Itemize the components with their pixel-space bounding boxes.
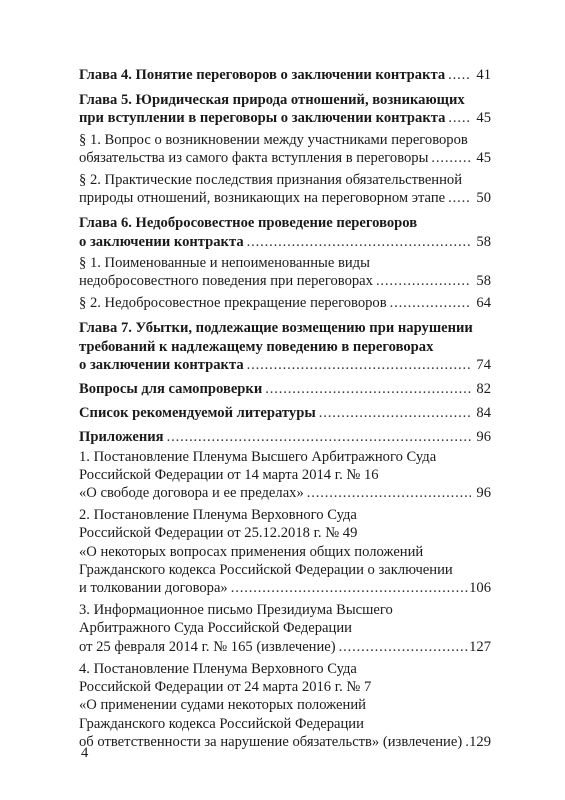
toc-page-number: 96: [476, 485, 491, 502]
dot-leader: [462, 733, 469, 751]
toc-entry-title-line: Российской Федерации от 14 марта 2014 г. № 16: [79, 466, 379, 483]
toc-section-entry: [79, 254, 491, 290]
toc-entry-title-line: Российской Федерации от 24 марта 2016 г. № 7: [79, 679, 372, 696]
toc-page-number: 41: [476, 67, 491, 83]
toc-entry-title-line: § 1. Вопрос о возникновении между участниками переговоров: [79, 131, 468, 148]
toc-entry-final-line: [79, 149, 491, 167]
toc-entry-title-line: Список рекомендуемой литературы: [79, 405, 316, 422]
toc-entry-title-line: 3. Информационное письмо Президиума Высшего: [79, 602, 393, 619]
toc-chapter-entry: [79, 91, 491, 127]
toc-entry-title-line: и толковании договора»: [79, 580, 228, 597]
toc-entry-title-line: § 1. Поименованные и непоименованные виды: [79, 254, 370, 271]
toc-entry-title-line: природы отношений, возникающих на переговорном этапе: [79, 190, 446, 207]
toc-entry-title-line: Арбитражного Суда Российской Федерации: [79, 620, 352, 637]
toc-entry-title-line: «О применении судами некоторых положений: [79, 697, 366, 714]
table-of-contents: [79, 66, 491, 751]
toc-page-number: 58: [476, 233, 491, 250]
toc-entry-final-line: [79, 356, 491, 374]
dot-leader: [428, 149, 471, 167]
dot-leader: [228, 579, 469, 597]
toc-section-entry: [79, 601, 491, 656]
toc-entry-final-line: [79, 272, 491, 290]
toc-entry-final-line: [79, 404, 491, 422]
toc-entry-final-line: [79, 189, 491, 207]
toc-page-number: 129: [469, 733, 491, 750]
toc-page-number: 64: [476, 295, 491, 312]
toc-page-number: 45: [476, 149, 491, 166]
toc-page-number: 84: [476, 405, 491, 422]
toc-entry-final-line: [79, 638, 491, 656]
toc-chapter-entry: [79, 319, 491, 374]
toc-entry-title-line: Глава 5. Юридическая природа отношений, возникающих: [79, 92, 465, 109]
toc-entry-title-line: Российской Федерации от 25.12.2018 г. № 49: [79, 525, 358, 542]
toc-section-entry: [79, 131, 491, 167]
toc-entry-title-line: недобросовестного поведения при переговорах: [79, 273, 373, 290]
toc-entry-title-line: «О некоторых вопросах применения общих положений: [79, 543, 424, 560]
toc-page-number: 50: [476, 190, 491, 207]
toc-page-number: 82: [476, 381, 491, 398]
toc-section-entry: [79, 294, 491, 312]
toc-entry-final-line: [79, 109, 491, 127]
toc-entry-final-line: [79, 294, 491, 312]
toc-chapter-entry: [79, 380, 491, 398]
toc-entry-title-line: «О свободе договора и ее пределах»: [79, 485, 304, 502]
toc-chapter-entry: [79, 66, 491, 84]
toc-entry-final-line: [79, 733, 491, 751]
toc-section-entry: [79, 171, 491, 207]
toc-entry-final-line: [79, 579, 491, 597]
toc-page-number: 45: [476, 110, 491, 127]
toc-entry-final-line: [79, 233, 491, 251]
toc-entry-final-line: [79, 380, 491, 398]
dot-leader: [262, 380, 471, 398]
toc-entry-title-line: Приложения: [79, 429, 164, 446]
page-number: 4: [81, 745, 89, 761]
toc-entry-title-line: § 2. Практические последствия признания обязательственной: [79, 172, 463, 189]
toc-section-entry: [79, 448, 491, 503]
toc-page-number: 127: [469, 638, 491, 655]
toc-section-entry: [79, 660, 491, 751]
toc-page-number: 96: [476, 429, 491, 446]
toc-entry-title-line: обязательства из самого факта вступления в переговоры: [79, 149, 429, 166]
toc-entry-final-line: [79, 428, 491, 446]
dot-leader: [373, 272, 471, 290]
toc-entry-final-line: [79, 66, 491, 84]
toc-page-number: 106: [469, 580, 491, 597]
toc-chapter-entry: [79, 428, 491, 446]
dot-leader: [244, 233, 471, 251]
toc-entry-title-line: Глава 4. Понятие переговоров о заключении контракта: [79, 67, 446, 83]
dot-leader: [304, 484, 471, 502]
toc-entry-title-line: требований к надлежащему поведению в переговорах: [79, 338, 434, 355]
toc-entry-title-line: при вступлении в переговоры о заключении контракта: [79, 110, 446, 127]
toc-entry-title-line: о заключении контракта: [79, 233, 244, 250]
dot-leader: [445, 109, 471, 127]
dot-leader: [445, 66, 471, 84]
toc-chapter-entry: [79, 404, 491, 422]
toc-entry-title-line: 2. Постановление Пленума Верховного Суда: [79, 507, 357, 524]
toc-page-number: 58: [476, 273, 491, 290]
toc-chapter-entry: [79, 214, 491, 250]
toc-entry-title-line: 4. Постановление Пленума Верховного Суда: [79, 660, 357, 677]
dot-leader: [164, 428, 471, 446]
toc-section-entry: [79, 506, 491, 597]
toc-entry-title-line: Глава 7. Убытки, подлежащие возмещению при нарушении: [79, 320, 473, 337]
dot-leader: [316, 404, 471, 422]
toc-entry-title-line: Вопросы для самопроверки: [79, 381, 263, 398]
toc-entry-title-line: 1. Постановление Пленума Высшего Арбитражного Суда: [79, 448, 437, 465]
dot-leader: [336, 638, 469, 656]
toc-entry-title-line: о заключении контракта: [79, 356, 244, 373]
dot-leader: [387, 294, 471, 312]
toc-entry-final-line: [79, 484, 491, 502]
toc-entry-title-line: § 2. Недобросовестное прекращение переговоров: [79, 295, 387, 312]
dot-leader: [445, 189, 471, 207]
toc-entry-title-line: Глава 6. Недобросовестное проведение переговоров: [79, 215, 418, 232]
toc-entry-title-line: от 25 февраля 2014 г. № 165 (извлечение): [79, 638, 336, 655]
toc-page-number: 74: [476, 356, 491, 373]
toc-entry-title-line: Гражданского кодекса Российской Федерации: [79, 715, 364, 732]
dot-leader: [244, 356, 471, 374]
toc-entry-title-line: об ответственности за нарушение обязательств» (извлечение): [79, 733, 463, 750]
toc-entry-title-line: Гражданского кодекса Российской Федерации о заключении: [79, 561, 453, 578]
